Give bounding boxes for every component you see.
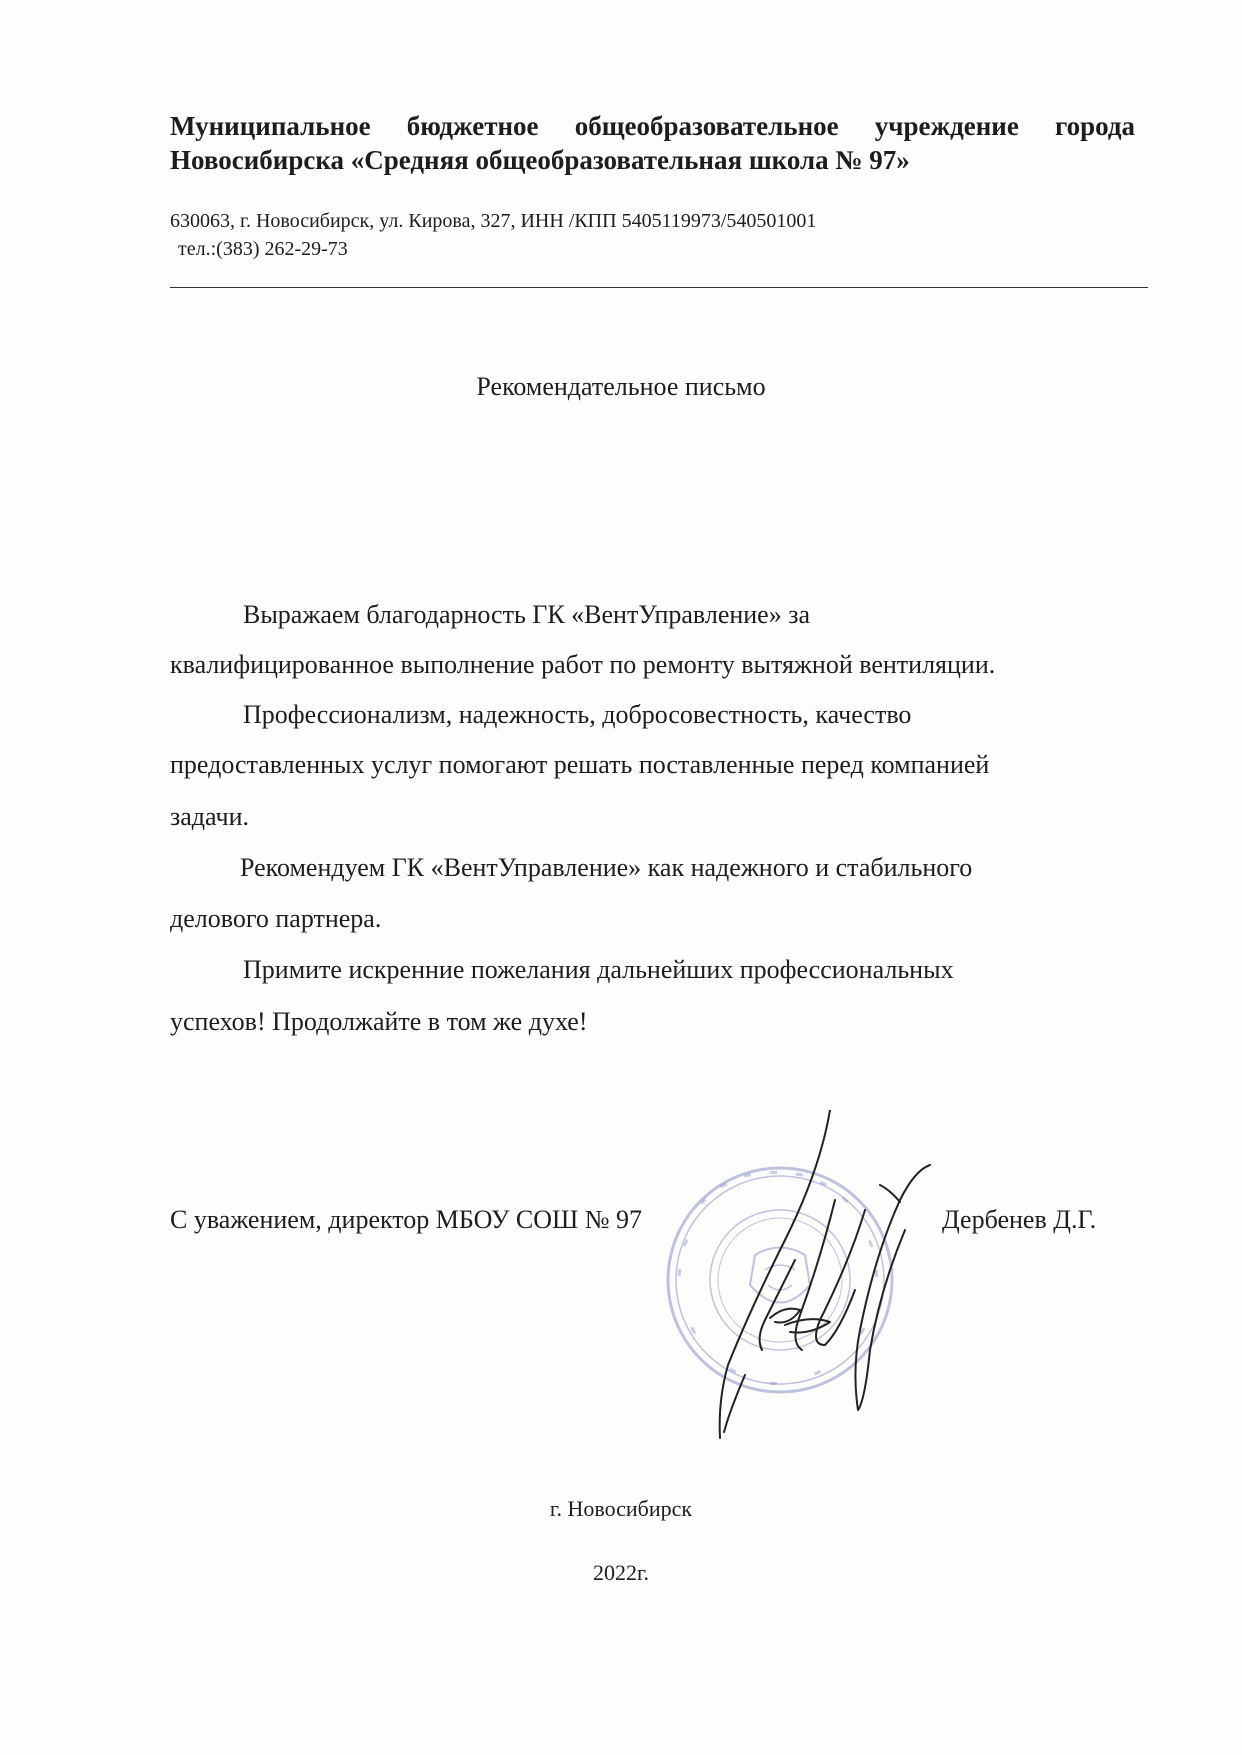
body-line-2: квалифицированное выполнение работ по ремонту вытяжной вентиляции. [170,650,996,679]
body-line-7: делового партнера. [170,904,382,933]
body-line-8: Примите искренние пожелания дальнейших профессиональных [243,955,954,984]
document-title: Рекомендательное письмо [476,372,766,401]
director-name: Дербенев Д.Г. [942,1205,1097,1234]
organization-name-line2: Новосибирска «Средняя общеобразовательная школа № 97» [170,145,910,175]
organization-phone: тел.:(383) 262-29-73 [178,238,348,260]
body-line-6: Рекомендуем ГК «ВентУправление» как надежного и стабильного [240,853,973,882]
body-line-9: успехов! Продолжайте в том же духе! [170,1007,588,1036]
body-line-3: Профессионализм, надежность, добросовестность, качество [243,700,912,729]
body-line-1: Выражаем благодарность ГК «ВентУправление» за [243,600,811,629]
body-line-5: задачи. [170,802,250,831]
body-line-4: предоставленных услуг помогают решать поставленные перед компанией [170,750,990,779]
organization-address: 630063, г. Новосибирск, ул. Кирова, 327, ИНН /КПП 5405119973/540501001 [170,210,817,232]
handwritten-signature-icon [690,1110,950,1450]
document-year: 2022г. [592,1560,650,1585]
closing-phrase: С уважением, директор МБОУ СОШ № 97 [170,1205,643,1234]
document-city: г. Новосибирск [549,1496,693,1521]
organization-name-line1: Муниципальное бюджетное общеобразовательное учреждение города [170,111,1135,141]
header-divider [170,287,1148,288]
